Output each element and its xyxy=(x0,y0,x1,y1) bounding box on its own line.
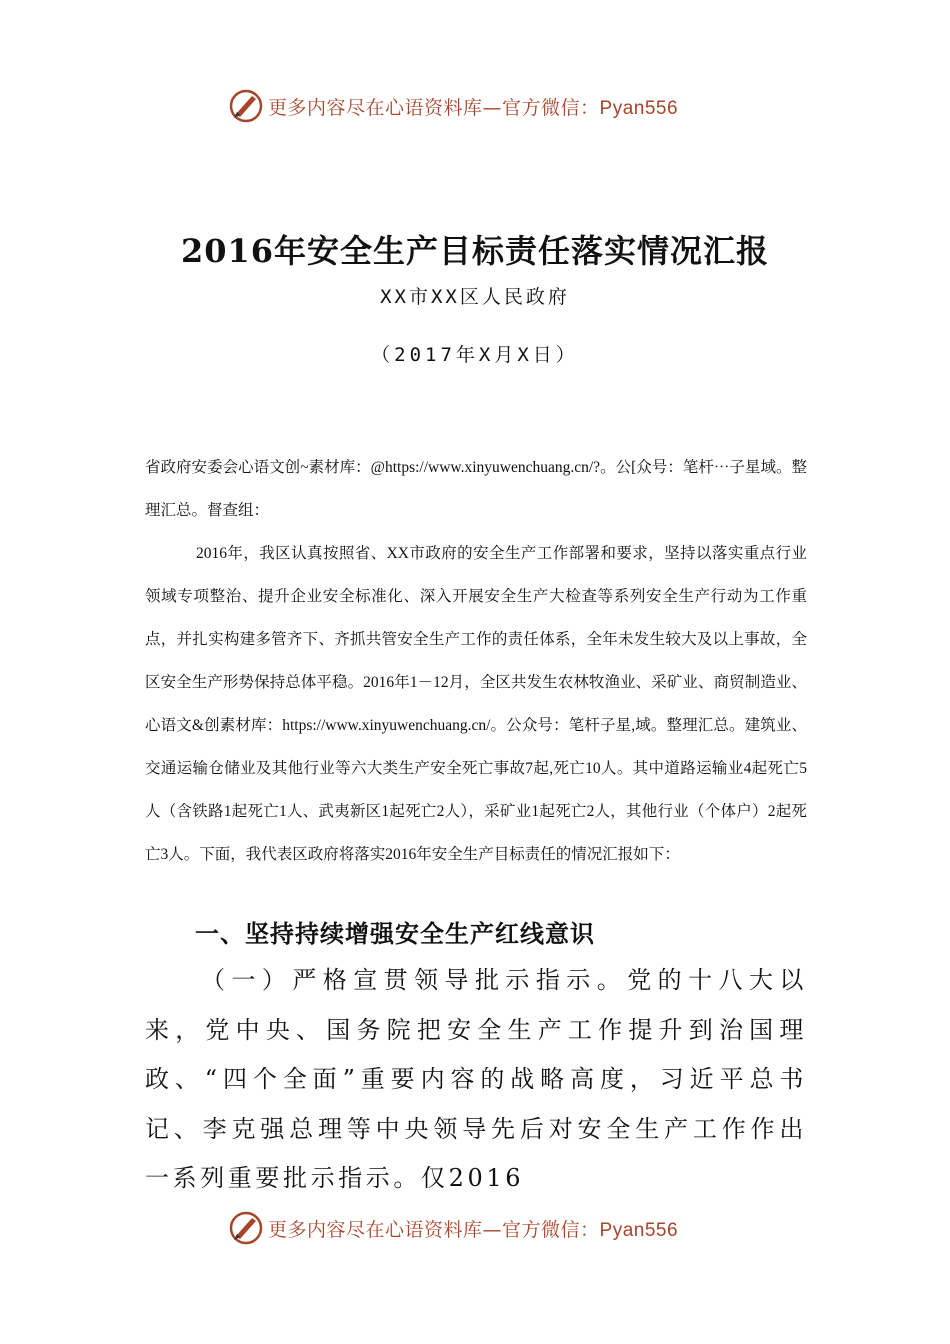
footer-watermark-banner xyxy=(228,1208,728,1248)
banner-text: 更多内容尽在心语资料库—官方微信：Pyan556 xyxy=(268,96,679,119)
document-issuer: XX市XX区人民政府 xyxy=(380,286,570,308)
pen-circle-logo-icon xyxy=(228,88,264,124)
header-watermark-banner xyxy=(228,86,728,126)
paragraph-intro: 省政府安委会心语文创~素材库：@https://www.xinyuwenchuang.cn/?。公[众号：笔杆⋯子星域。整理汇总。督查组： xyxy=(145,459,807,519)
paragraph-summary: 2016年，我区认真按照省、XX市政府的安全生产工作部署和要求，坚持以落实重点行业领域专项整治、提升企业安全标准化、深入开展安全生产大检查等系列安全生产行动为工作重点，并扎实构建多管齐下、齐抓共管安全生产工作的责任体系，全年未发生较大及以上事故，全区安全生产形势保持总体平稳。2016年1－12月，全区共发生农林牧渔业、采矿业、商贸制造业、心语文&创素材库：https://www.xinyuwenchuang.cn/。公众号：笔杆子星,域。整理汇总。建筑业、交通运输仓储业及其他行业等六大类生产安全死亡事故7起,死亡10人。其中道路运输业4起死亡5人（含铁路1起死亡1人、武夷新区1起死亡2人），采矿业1起死亡2人，其他行业（个体户）2起死亡3人。下面，我代表区政府将落实2016年安全生产目标责任的情况汇报如下： xyxy=(145,545,807,863)
section-paragraph: （一）严格宣贯领导批示指示。党的十八大以来，党中央、国务院把安全生产工作提升到治国理政、“四个全面”重要内容的战略高度，习近平总书记、李克强总理等中央领导先后对安全生产工作作出一系列重要批示指示。仅2016 xyxy=(145,966,807,1192)
document-body xyxy=(145,446,807,876)
banner-wechat-id: Pyan556 xyxy=(599,1219,679,1241)
pen-circle-logo-icon xyxy=(228,1210,264,1246)
section-heading: 一、坚持持续增强安全生产红线意识 xyxy=(195,920,595,948)
document-date: （2017年X月X日） xyxy=(371,344,579,366)
banner-text: 更多内容尽在心语资料库—官方微信：Pyan556 xyxy=(268,1218,679,1241)
banner-wechat-id: Pyan556 xyxy=(599,97,679,119)
document-title: 2016年安全生产目标责任落实情况汇报 xyxy=(180,232,770,270)
